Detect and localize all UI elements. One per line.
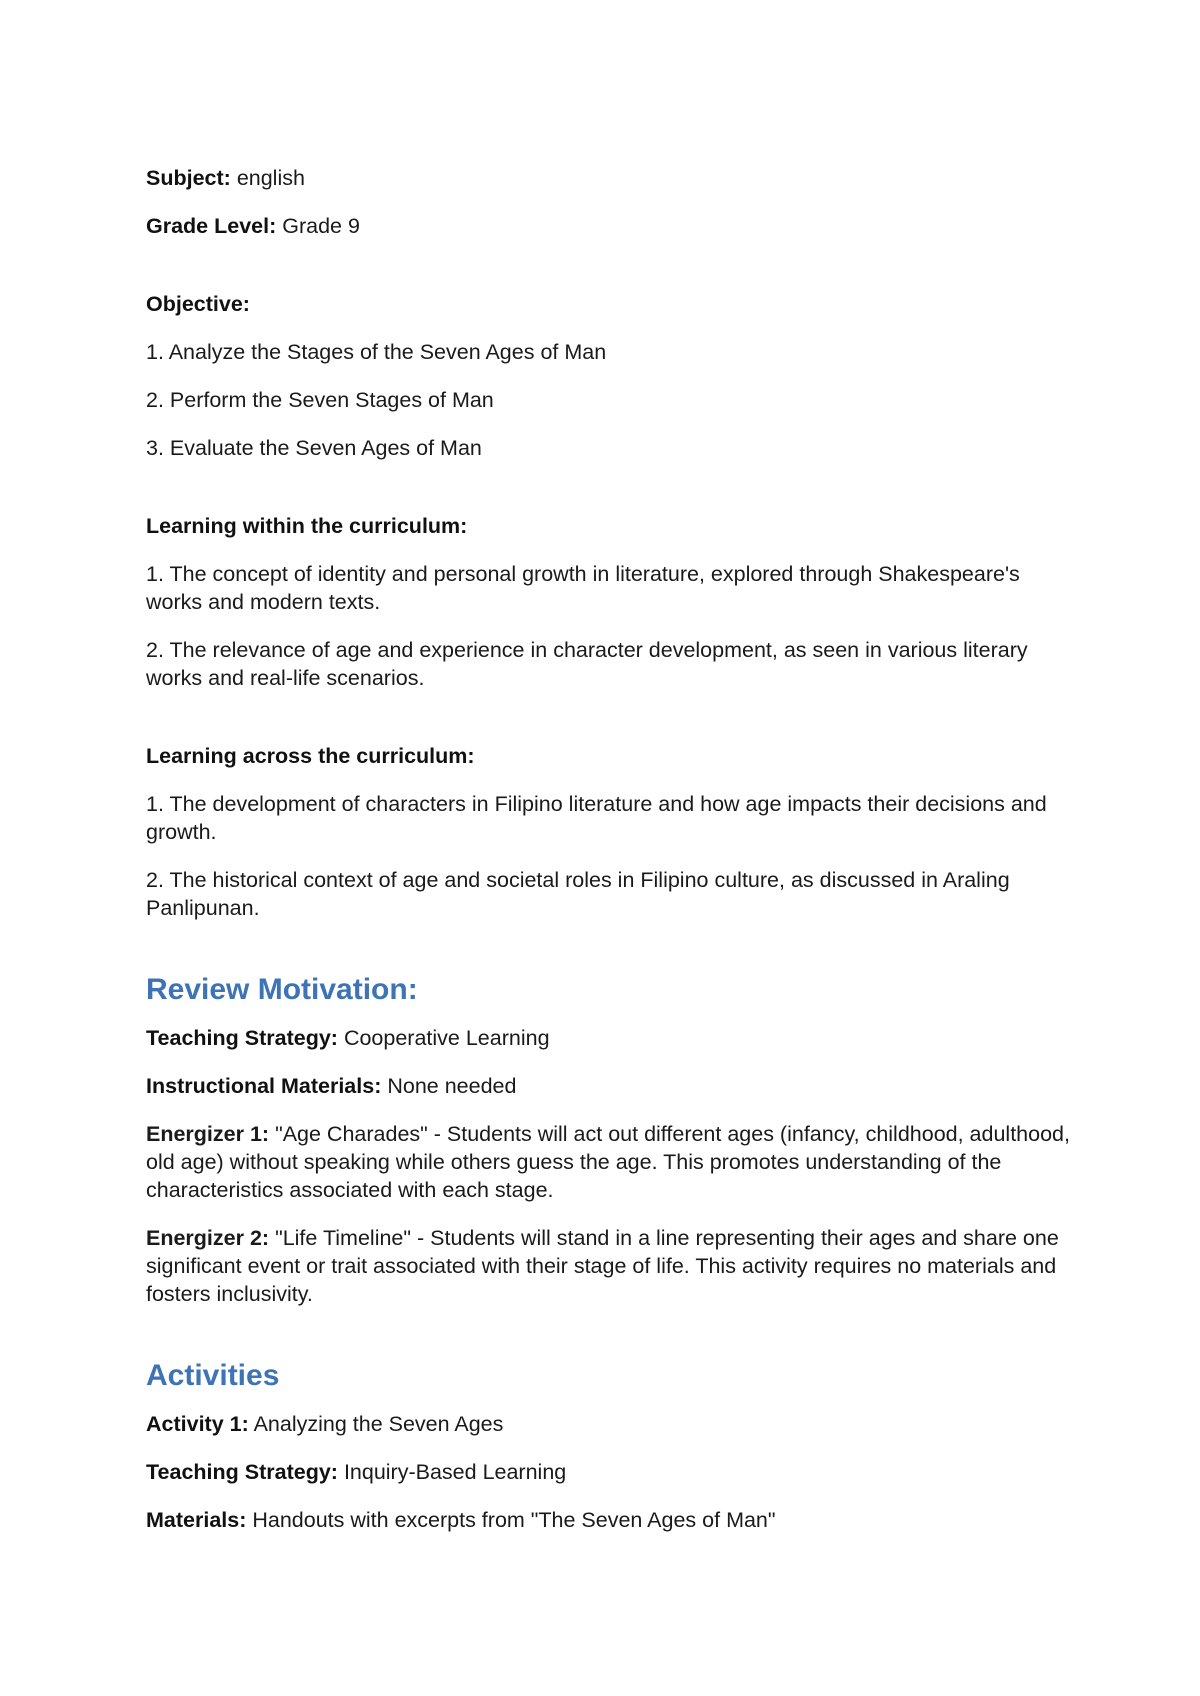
energizer-2-label: Energizer 2: <box>146 1226 270 1250</box>
objective-heading: Objective: <box>146 292 250 316</box>
across-curriculum-item: 1. The development of characters in Filipino literature and how age impacts their decisions and growth. <box>146 792 1047 844</box>
energizer-1-label: Energizer 1: <box>146 1122 270 1146</box>
across-curriculum-heading: Learning across the curriculum: <box>146 744 475 768</box>
energizer-2 <box>146 1224 1076 1308</box>
activity-1-line <box>146 1410 1076 1438</box>
activities-materials-label: Materials: <box>146 1508 247 1532</box>
activity-1-value: Analyzing the Seven Ages <box>253 1412 504 1436</box>
review-materials-label: Instructional Materials: <box>146 1074 382 1098</box>
activities-strategy-line <box>146 1458 1076 1486</box>
activities-materials-value: Handouts with excerpts from "The Seven Ages of Man" <box>252 1508 776 1532</box>
energizer-1-text: "Age Charades" - Students will act out different ages (infancy, childhood, adulthood, old age) without speaking while others guess the age. This promotes understanding of the characteristics associated with each stage. <box>146 1122 1070 1202</box>
activities-strategy-value: Inquiry-Based Learning <box>343 1460 567 1484</box>
review-motivation-heading: Review Motivation: <box>146 973 418 1006</box>
subject-line <box>146 164 1076 192</box>
grade-level-line <box>146 212 1076 240</box>
document-page <box>146 164 1076 1534</box>
objective-item: 3. Evaluate the Seven Ages of Man <box>146 436 482 460</box>
activities-strategy-label: Teaching Strategy: <box>146 1460 338 1484</box>
activities-materials-line <box>146 1506 1076 1534</box>
review-materials-line <box>146 1072 1076 1100</box>
within-curriculum-item: 1. The concept of identity and personal growth in literature, explored through Shakespeare's works and modern texts. <box>146 562 1020 614</box>
activities-heading: Activities <box>146 1359 280 1392</box>
grade-level-value: Grade 9 <box>282 214 360 238</box>
activity-1-label: Activity 1: <box>146 1412 249 1436</box>
objective-item: 1. Analyze the Stages of the Seven Ages of Man <box>146 340 607 364</box>
review-strategy-line <box>146 1024 1076 1052</box>
review-materials-value: None needed <box>387 1074 517 1098</box>
energizer-1 <box>146 1120 1076 1204</box>
grade-level-label: Grade Level: <box>146 214 277 238</box>
review-strategy-label: Teaching Strategy: <box>146 1026 338 1050</box>
within-curriculum-item: 2. The relevance of age and experience in character development, as seen in various literary works and real-life scenarios. <box>146 638 1028 690</box>
within-curriculum-heading: Learning within the curriculum: <box>146 514 468 538</box>
across-curriculum-item: 2. The historical context of age and societal roles in Filipino culture, as discussed in Araling Panlipunan. <box>146 868 1010 920</box>
subject-value: english <box>236 166 305 190</box>
energizer-2-text: "Life Timeline" - Students will stand in a line representing their ages and share one significant event or trait associated with their stage of life. This activity requires no materials and fosters inclusivity. <box>146 1226 1059 1306</box>
objective-item: 2. Perform the Seven Stages of Man <box>146 388 494 412</box>
subject-label: Subject: <box>146 166 231 190</box>
review-strategy-value: Cooperative Learning <box>343 1026 550 1050</box>
